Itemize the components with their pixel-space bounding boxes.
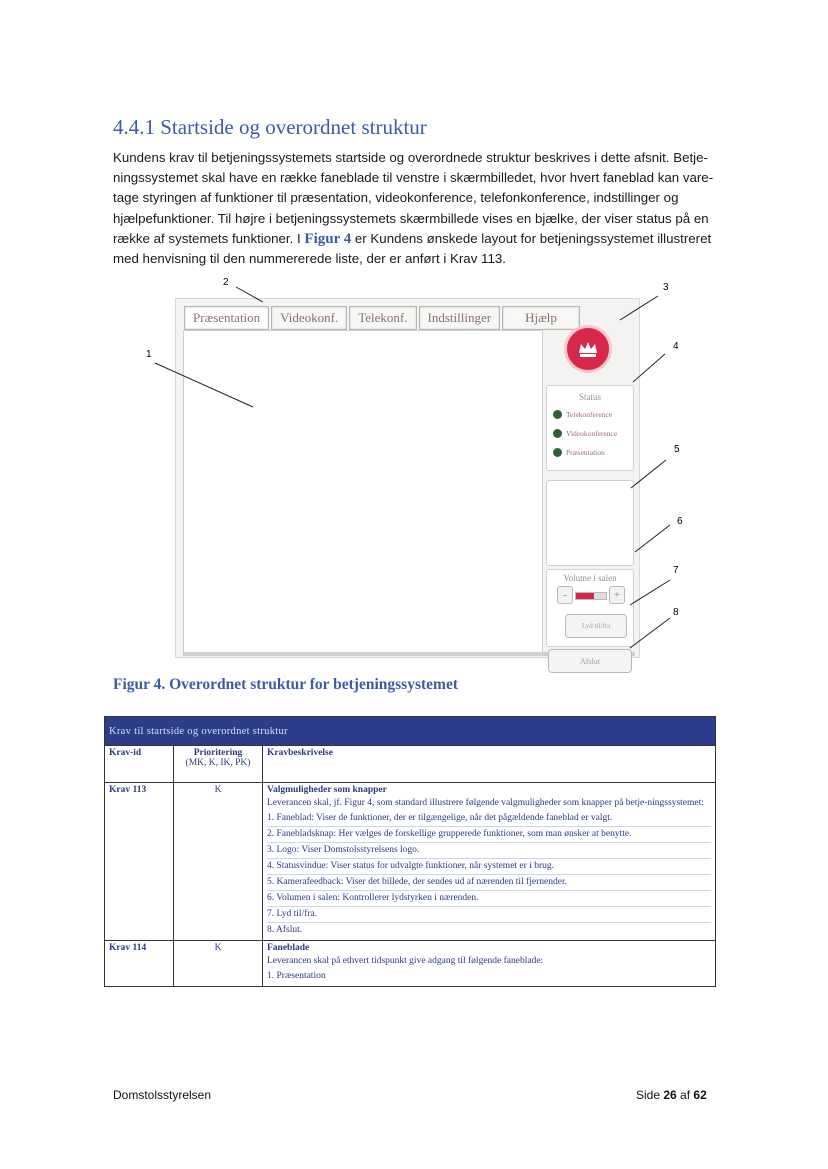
status-label: Videokonference	[566, 429, 618, 438]
list-item: 3. Logo: Viser Domstolsstyrelsens logo.	[267, 843, 711, 859]
figure-4-layout	[113, 277, 713, 675]
tab-hjaelp[interactable]: Hjælp	[502, 306, 580, 330]
row-id: Krav 114	[105, 941, 174, 987]
row-title: Valgmuligheder som knapper	[267, 785, 387, 795]
status-title: Status	[578, 392, 601, 402]
row-priority: K	[174, 783, 263, 941]
header-id: Krav-id	[105, 746, 174, 783]
table-row	[105, 783, 716, 941]
row-id: Krav 113	[105, 783, 174, 941]
status-label: Præsentation	[566, 448, 605, 457]
sound-toggle-button[interactable]: Lyd til/fra	[565, 614, 627, 638]
row-description	[263, 783, 716, 941]
list-item: 1. Faneblad: Viser de funktioner, der er tilgængelige, når det pågældende faneblad er valgt.	[267, 811, 711, 827]
callout-8: 8	[673, 607, 679, 618]
exit-button[interactable]: Afslut	[548, 649, 632, 673]
list-item: 6. Volumen i salen: Kontrollerer lydstyrken i nærenden.	[267, 891, 711, 907]
row-priority: K	[174, 941, 263, 987]
table-header-row	[105, 746, 716, 783]
page-prefix: Side	[636, 1088, 664, 1102]
list-item: 4. Statusvindue: Viser status for udvalgte funktioner, når systemet er i brug.	[267, 859, 711, 875]
volume-down-button[interactable]: -	[557, 586, 573, 604]
table-row	[105, 941, 716, 987]
callout-3: 3	[663, 282, 669, 293]
list-item: 1. Præsentation	[267, 971, 326, 981]
page-total: 62	[693, 1088, 707, 1102]
header-priority	[174, 746, 263, 783]
callout-2: 2	[223, 277, 229, 288]
callout-6: 6	[677, 516, 683, 527]
row-item-list	[267, 969, 711, 984]
header-priority-sub: (MK, K, IK, PK)	[185, 758, 251, 768]
tab-praesentation[interactable]: Præsentation	[184, 306, 269, 330]
footer-page-number	[636, 1088, 707, 1102]
callout-4: 4	[673, 341, 679, 352]
row-description	[263, 941, 716, 987]
volume-label: Volume i salen	[563, 573, 617, 583]
intro-text-2: er Kundens ønskede layout for betjeningssystemet illustreret med henvisning til den nummererede liste, der er anført i Krav 113.	[113, 230, 712, 267]
figure-reference: Figur 4	[304, 230, 352, 247]
tab-telekonf[interactable]: Telekonf.	[349, 306, 416, 330]
footer-organization: Domstolsstyrelsen	[113, 1088, 212, 1102]
tab-videokonf[interactable]: Videokonf.	[271, 306, 347, 330]
list-item: 2. Fanebladsknap: Her vælges de forskellige grupperede funktioner, som man ønsker at benytte.	[267, 827, 711, 843]
header-priority-label: Prioritering	[193, 748, 243, 758]
callout-arrows	[113, 280, 713, 675]
page-current: 26	[663, 1088, 677, 1102]
callout-5: 5	[674, 444, 680, 455]
callout-7: 7	[673, 565, 679, 576]
status-label: Telekonference	[566, 410, 613, 419]
tab-indstillinger[interactable]: Indstillinger	[419, 306, 501, 330]
row-title: Faneblade	[267, 943, 310, 953]
figure-caption: Figur 4. Overordnet struktur for betjeningssystemet	[113, 676, 458, 693]
list-item: 8. Afslut.	[267, 925, 303, 935]
header-description: Kravbeskrivelse	[263, 746, 716, 783]
section-heading: 4.4.1 Startside og overordnet struktur	[113, 115, 427, 139]
page-mid: af	[676, 1088, 694, 1102]
list-item: 5. Kamerafeedback: Viser det billede, der sendes ud af nærenden til fjernender.	[267, 875, 711, 891]
intro-paragraph	[113, 148, 719, 269]
intro-text-1: Kundens krav til betjeningssystemets startside og overordnede struktur beskrives i dette afsnit. Betje-ningssystemet skal have en række faneblade til venstre i skærmbilledet, hvor hvert faneblad kan vare-tage styringen af funktioner til præsentation, videokonference, telefonkonference, indstillinger og hjælpefunktioner. Til højre i betjeningssystemets skærmbillede vises en bjælke, der viser status på en række af systemets funktioner. I	[113, 150, 714, 246]
requirements-table	[104, 716, 716, 987]
row-text: Leverancen skal på ethvert tidspunkt give adgang til følgende faneblade:	[267, 956, 544, 966]
callout-1: 1	[146, 349, 152, 360]
list-item: 7. Lyd til/fra.	[267, 907, 711, 923]
row-item-list	[267, 811, 711, 938]
volume-up-button[interactable]: +	[609, 586, 625, 604]
row-text: Leverancen skal, jf. Figur 4, som standard illustrere følgende valgmuligheder som knapper på betje-ningssystemet:	[267, 798, 704, 808]
table-title: Krav til startside og overordnet struktur	[105, 717, 716, 746]
